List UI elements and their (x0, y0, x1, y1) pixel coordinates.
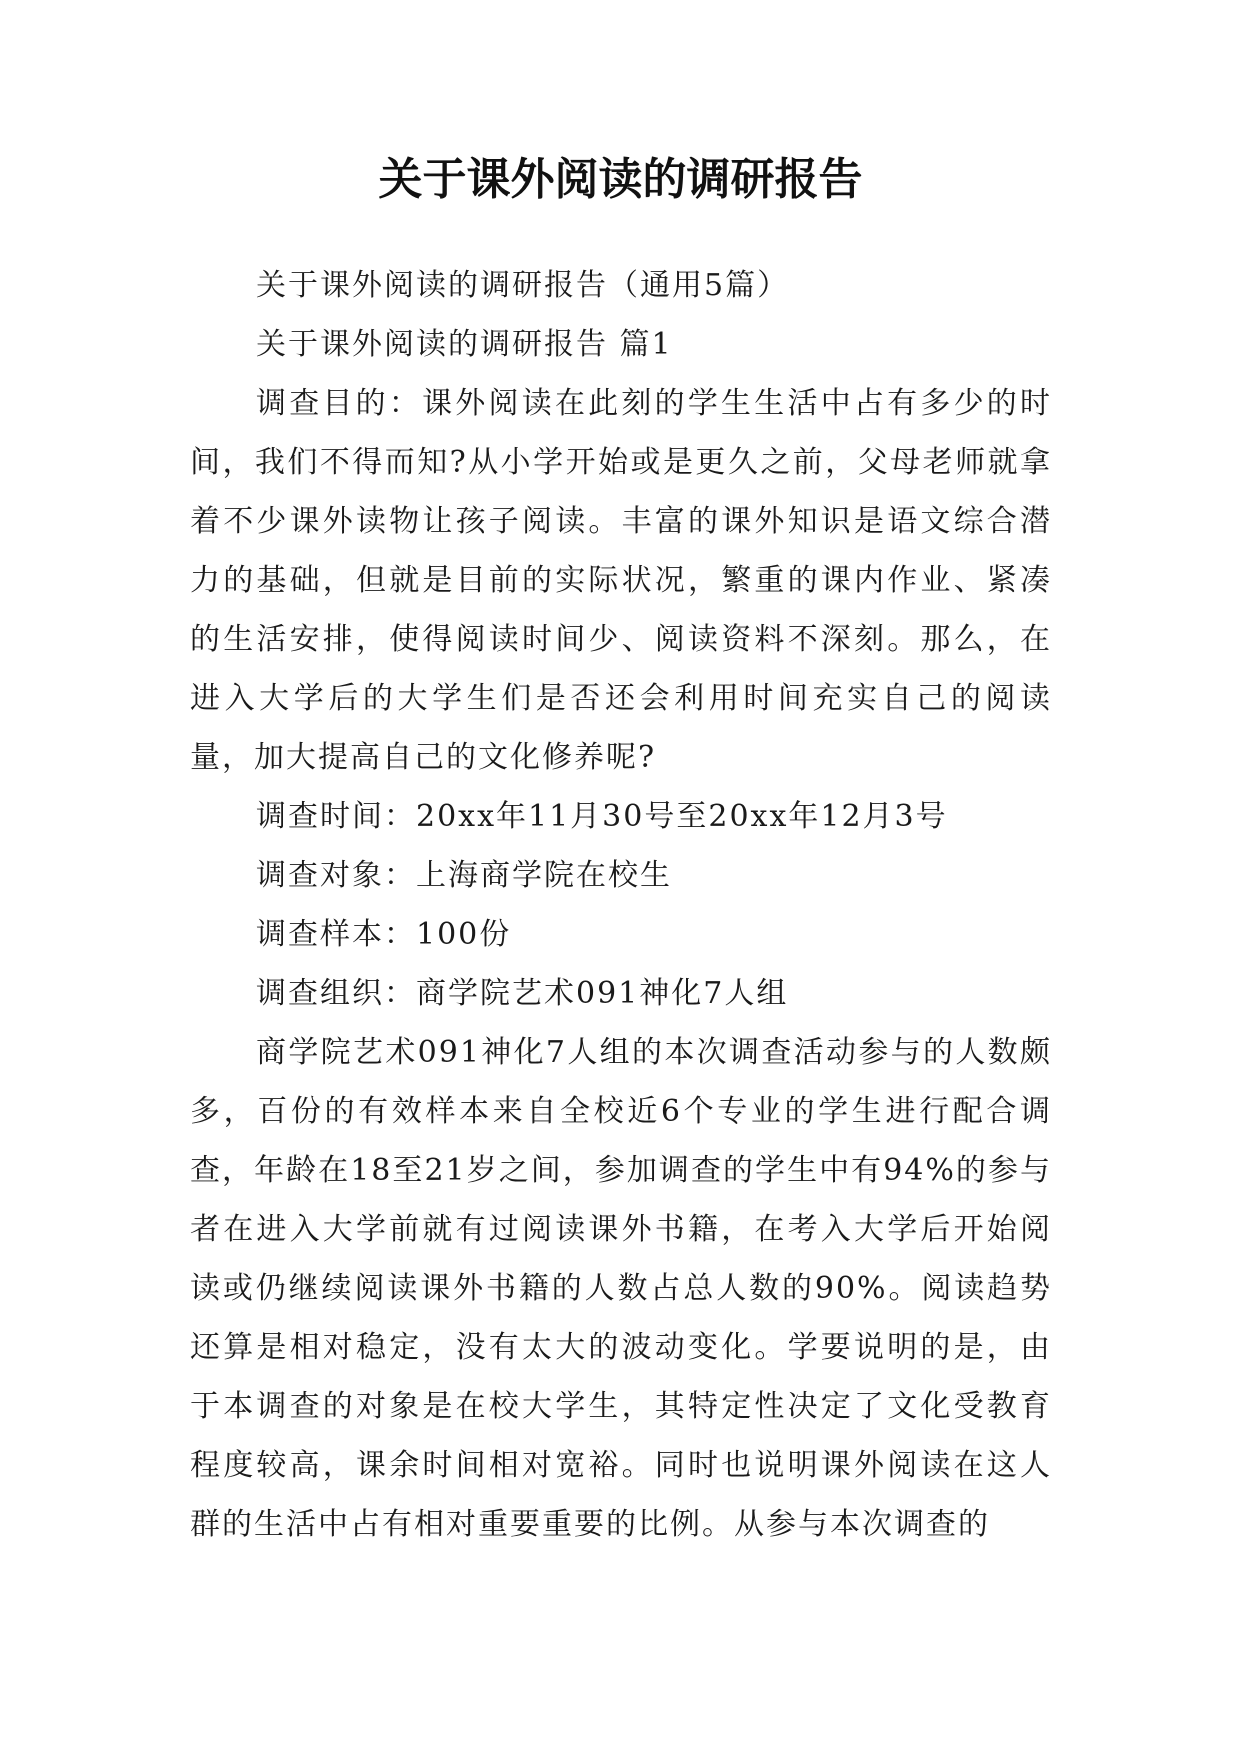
paragraph-survey-time: 调查时间：20xx年11月30号至20xx年12月3号 (256, 799, 948, 834)
paragraph-survey-subject: 调查对象：上海商学院在校生 (256, 858, 672, 893)
paragraph-survey-purpose: 调查目的：课外阅读在此刻的学生生活中占有多少的时间，我们不得而知?从小学开始或是更久之前，父母老师就拿着不少课外读物让孩子阅读。丰富的课外知识是语文综合潜力的基础，但就是目前的实际状况，繁重的课内作业、紧凑的生活安排，使得阅读时间少、阅读资料不深刻。那么，在进入大学后的大学生们是否还会利用时间充实自己的阅读量，加大提高自己的文化修养呢? (190, 386, 1052, 775)
paragraph-survey-summary: 商学院艺术091神化7人组的本次调查活动参与的人数颇多，百份的有效样本来自全校近6个专业的学生进行配合调查，年龄在18至21岁之间，参加调查的学生中有94%的参与者在进入大学前就有过阅读课外书籍，在考入大学后开始阅读或仍继续阅读课外书籍的人数占总人数的90%。阅读趋势还算是相对稳定，没有太大的波动变化。学要说明的是，由于本调查的对象是在校大学生，其特定性决定了文化受教育程度较高，课余时间相对宽裕。同时也说明课外阅读在这人群的生活中占有相对重要重要的比例。从参与本次调查的 (190, 1035, 1052, 1542)
document-body (190, 256, 1052, 1554)
document-title: 关于课外阅读的调研报告 (378, 154, 863, 205)
paragraph-section-heading: 关于课外阅读的调研报告 篇1 (256, 327, 673, 362)
paragraph-survey-organizer: 调查组织：商学院艺术091神化7人组 (256, 976, 789, 1011)
paragraph-survey-sample: 调查样本：100份 (256, 917, 512, 952)
paragraph-subtitle: 关于课外阅读的调研报告（通用5篇） (256, 268, 790, 303)
